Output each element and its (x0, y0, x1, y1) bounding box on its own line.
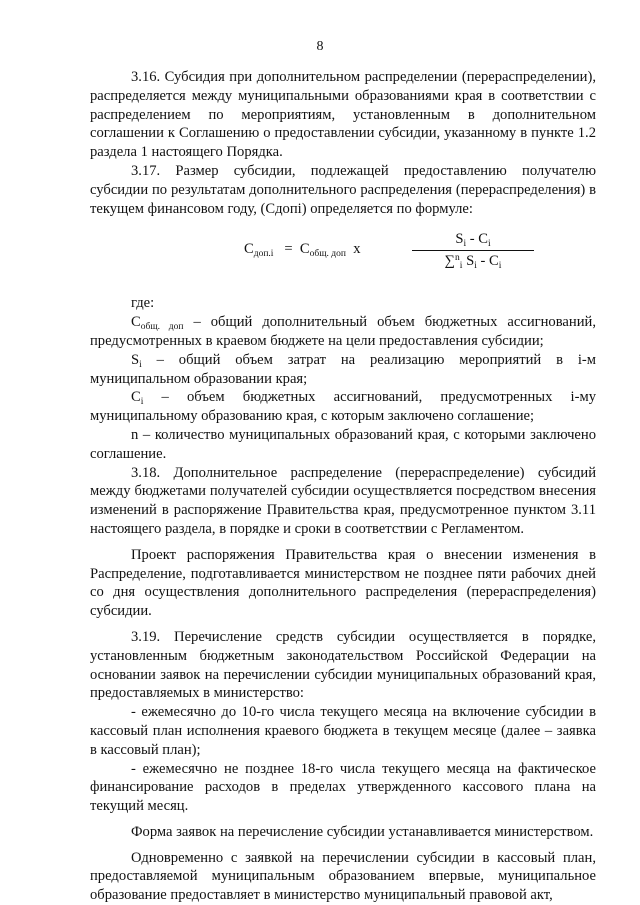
paragraph-3-19: 3.19. Перечисление средств субсидии осуществляется в порядке, установленным бюджетным законодательством Российской Федерации на основании заявок на перечислении субсидии муниципальных образований края, предоставляемых в министерство: (90, 628, 596, 702)
page-number: 8 (316, 39, 324, 54)
formula-fraction (412, 230, 534, 271)
bullet-cash-plan: - ежемесячно до 10-го числа текущего месяца на включение субсидии в кассовый план исполнения краевого бюджета в текущем месяце (далее – заявка в кассовый план); (90, 704, 596, 758)
paragraph-simultaneously: Одновременно с заявкой на перечислении субсидии в кассовый план, предоставляемой муниципальным образованием впервые, муниципальное образование предоставляет в министерство муниципальный правовой акт, (90, 849, 596, 904)
formula-denominator: ∑$^n_i$ $S_i - C_i$ (444, 253, 502, 272)
formula-left-side: $С_{доп.i}$ = $С_{общ. доп}$ x (244, 241, 361, 260)
definition-c-i: $C_i$ – объем бюджетных ассигнований, предусмотренных i-му муниципальному образованию края, с которым заключено соглашение; (90, 389, 596, 425)
paragraph-3-18: 3.18. Дополнительное распределение (перераспределение) субсидий между бюджетами получателей субсидии осуществляется посредством внесения изменений в распоряжение Правительства края, предусмотренное пунктом 3.11 настоящего раздела, в порядке и сроки в соответствии с Регламентом. (90, 464, 596, 537)
definition-n: n – количество муниципальных образований края, с которыми заключено соглашение. (90, 426, 596, 462)
subsidy-formula (90, 226, 596, 280)
definition-s-i: $S_i$ – общий объем затрат на реализацию мероприятий в i-м муниципальном образовании края; (90, 351, 596, 387)
where-label: где: (131, 295, 155, 312)
paragraph-3-17: 3.17. Размер субсидии, подлежащей предоставлению получателю субсидии по результатам дополнительного распределения (перераспределения) в текущем финансовом году, (Сдопi) определяется по формуле: (90, 162, 596, 217)
document-body (90, 68, 596, 905)
paragraph-draft-order: Проект распоряжения Правительства края о внесении изменения в Распределение, подготавливается министерством не позднее пяти рабочих дней со дня осуществления дополнительного распределения (перераспределения) субсидии. (90, 546, 596, 620)
formula-numerator: $S_i - C_i$ (412, 230, 534, 251)
paragraph-3-16: 3.16. Субсидия при дополнительном распределении (перераспределении), распределяется между муниципальными образованиями края в соответствии с распределением по мероприятиям, установленным в дополнительном соглашении к Соглашению о предоставлении субсидии, указанному в пункте 1.2 раздела 1 настоящего Порядка. (90, 69, 596, 161)
paragraph-request-form: Форма заявок на перечисление субсидии устанавливается министерством. (131, 823, 594, 840)
bullet-actual-financing: - ежемесячно не позднее 18-го числа текущего месяца на фактическое финансирование расходов в пределах утвержденного кассового плана на текущий месяц. (90, 760, 596, 815)
definition-c-total: $С_{общ. доп}$ – общий дополнительный объем бюджетных ассигнований, предусмотренных в краевом бюджете на цели предоставления субсидии; (90, 314, 596, 349)
